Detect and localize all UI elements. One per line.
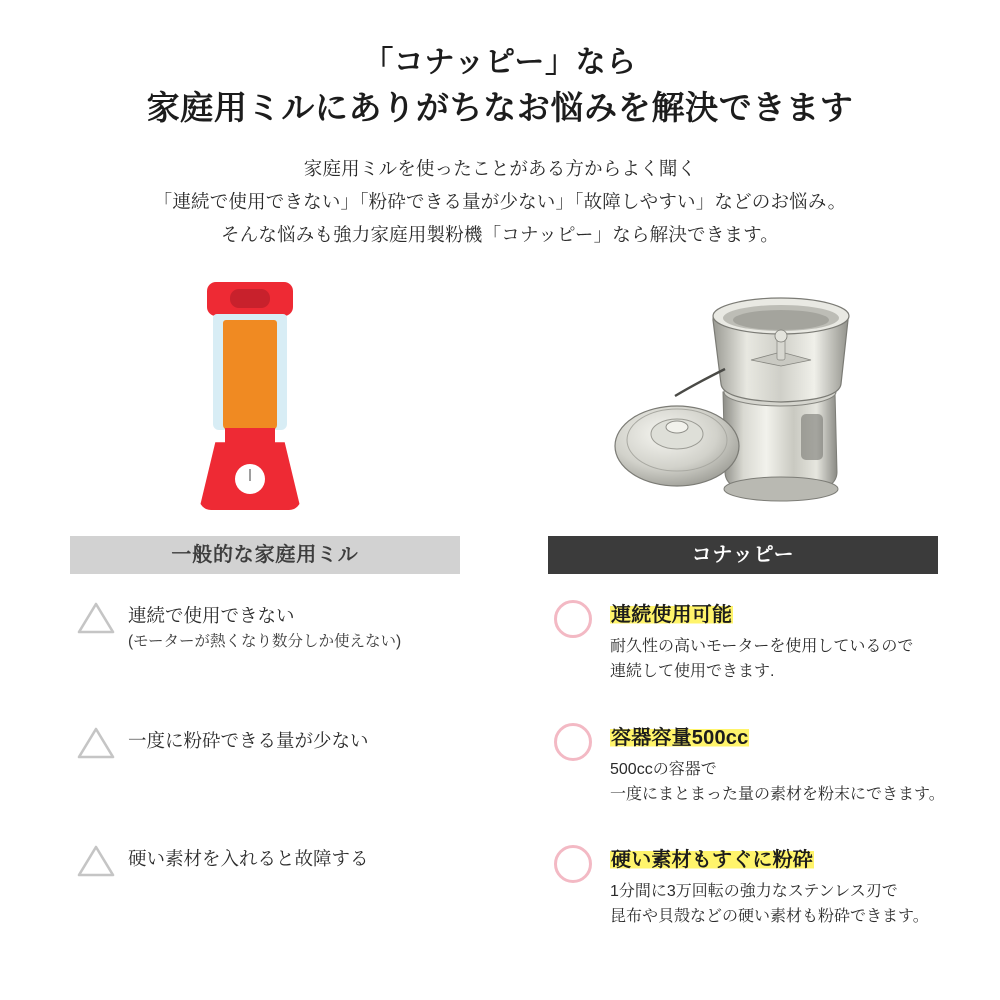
blender-illustration [185, 282, 315, 512]
triangle-icon [76, 843, 116, 879]
list-item [548, 721, 978, 808]
list-item-text: 連続で使用できない [128, 605, 295, 627]
feature-description-line-1: 500ccの容器で [610, 760, 717, 778]
triangle-icon [76, 600, 116, 636]
list-item [70, 841, 500, 889]
list-item [70, 598, 500, 653]
feature-description [610, 758, 978, 808]
headline-line-2: 家庭用ミルにありがちなお悩みを解決できます [146, 88, 854, 126]
column-konappy [548, 598, 978, 966]
list-item [70, 723, 500, 771]
comparison-headers [0, 536, 1000, 578]
circle-icon [554, 723, 592, 761]
feature-description [610, 880, 978, 930]
konappy-grinder-photo [605, 274, 950, 519]
list-item-text: 硬い素材を入れると故障する [128, 848, 369, 870]
list-item [548, 843, 978, 930]
feature-description-line-2: 連続して使用できます. [610, 663, 775, 681]
feature-description-line-1: 1分間に3万回転の強力なステンレス刃で [610, 883, 898, 901]
column-header-konappy: コナッピー [548, 536, 938, 574]
feature-description [610, 635, 978, 685]
column-header-generic: 一般的な家庭用ミル [70, 536, 460, 574]
circle-icon [554, 600, 592, 638]
feature-title: 容器容量500cc [611, 726, 749, 749]
lead-paragraph [0, 153, 1000, 252]
grinder-illustration [605, 274, 950, 519]
lead-line-3: そんな悩みも強力家庭用製粉機「コナッピー」なら解決できます。 [221, 224, 779, 246]
generic-mill-illustration [185, 282, 315, 512]
triangle-icon [76, 725, 116, 761]
list-item-text: 一度に粉砕できる量が少ない [128, 730, 369, 752]
lead-line-1: 家庭用ミルを使ったことがある方からよく聞く [303, 158, 697, 180]
lead-line-2: 「連続で使用できない」「粉砕できる量が少ない」「故障しやすい」などのお悩み。 [153, 191, 847, 213]
feature-description-line-1: 耐久性の高いモーターを使用しているので [610, 638, 914, 656]
product-images [0, 274, 1000, 524]
headline-line-1: 「コナッピー」なら [363, 46, 637, 79]
power-cord [675, 369, 725, 396]
grinder-bowl [713, 298, 849, 402]
feature-title: 硬い素材もすぐに粉砕 [611, 849, 813, 872]
list-item [548, 598, 978, 685]
grinder-lid [615, 406, 739, 486]
blender-lid-inner [230, 289, 270, 308]
feature-description-line-2: 昆布や貝殻などの硬い素材も粉砕できます。 [610, 908, 929, 926]
blender-knob-indicator [249, 469, 251, 481]
circle-icon [554, 845, 592, 883]
comparison-columns [0, 598, 1000, 958]
list-item-subtext: (モーターが熱くなり数分しか使えない) [128, 632, 402, 650]
column-generic-mill [70, 598, 500, 959]
feature-title: 連続使用可能 [611, 604, 733, 627]
page-title [0, 0, 1000, 131]
feature-description-line-2: 一度にまとまった量の素材を粉末にできます。 [610, 785, 945, 803]
blender-contents [223, 320, 277, 430]
